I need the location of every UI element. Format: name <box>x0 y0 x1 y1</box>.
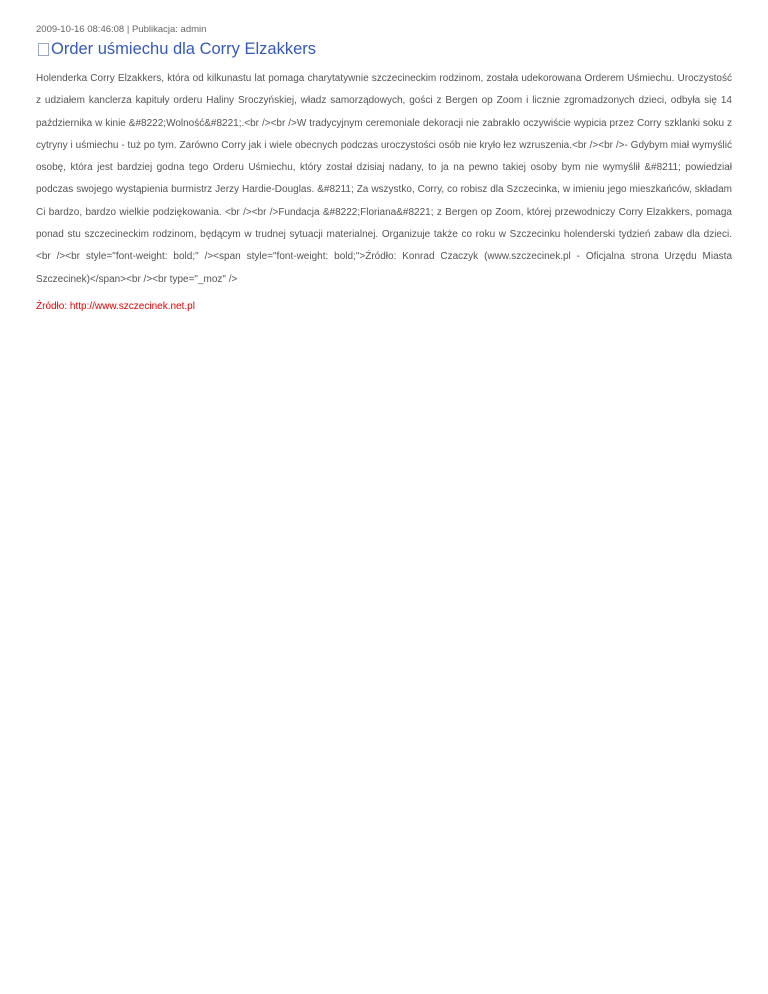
source-line <box>36 300 732 314</box>
article-body: Holenderka Corry Elzakkers, która od kilkunastu lat pomaga charytatywnie szczecineckim rodzinom, została udekorowana Orderem Uśmiechu. Uroczystość z udziałem kanclerza kapituły orderu Haliny Sroczyńskiej, władz samorządowych, gości z Bergen op Zoom i licznie zgromadzonych dzieci, odbyła się 14 października w kinie &#8222;Wolność&#8221;.<br /><br />W tradycyjnym ceremoniale dekoracji nie zabrakło oczywiście wypicia przez Corry szklanki soku z cytryny i uśmiechu - tuż po tym. Zarówno Corry jak i wiele obecnych podczas uroczystości osób nie kryło łez wzruszenia.<br /><br />- Gdybym miał wymyślić osobę, która jest bardziej godna tego Orderu Uśmiechu, który został dzisiaj nadany, to ja na pewno takiej osoby bym nie wymyślił &#8211; powiedział podczas swojego wystąpienia burmistrz Jerzy Hardie-Douglas. &#8211; Za wszystko, Corry, co robisz dla Szczecinka, w imieniu jego mieszkańców, składam Ci bardzo, bardzo wielkie podziękowania. <br /><br />Fundacja &#8222;Floriana&#8221; z Bergen op Zoom, której przewodniczy Corry Elzakkers, pomaga ponad stu szczecineckim rodzinom, będącym w trudnej sytuacji materialnej. Organizuje także co roku w Szczecinku holenderski tydzień zabaw dla dzieci. <br /><br style="font-weight: bold;" /><span style="font-weight: bold;">Źródło: Konrad Czaczyk (www.szczecinek.pl - Oficjalna strona Urzędu Miasta Szczecinek)</span><br /><br type="_moz" /> <box>36 73 732 285</box>
source-link[interactable]: Źródło: http://www.szczecinek.net.pl <box>36 300 195 312</box>
missing-glyph-icon <box>38 43 49 56</box>
article-meta: 2009-10-16 08:46:08 | Publikacja: admin <box>36 24 207 35</box>
article <box>36 24 732 314</box>
article-title[interactable]: Order uśmiechu dla Corry Elzakkers <box>51 40 316 58</box>
title-row <box>36 38 732 60</box>
